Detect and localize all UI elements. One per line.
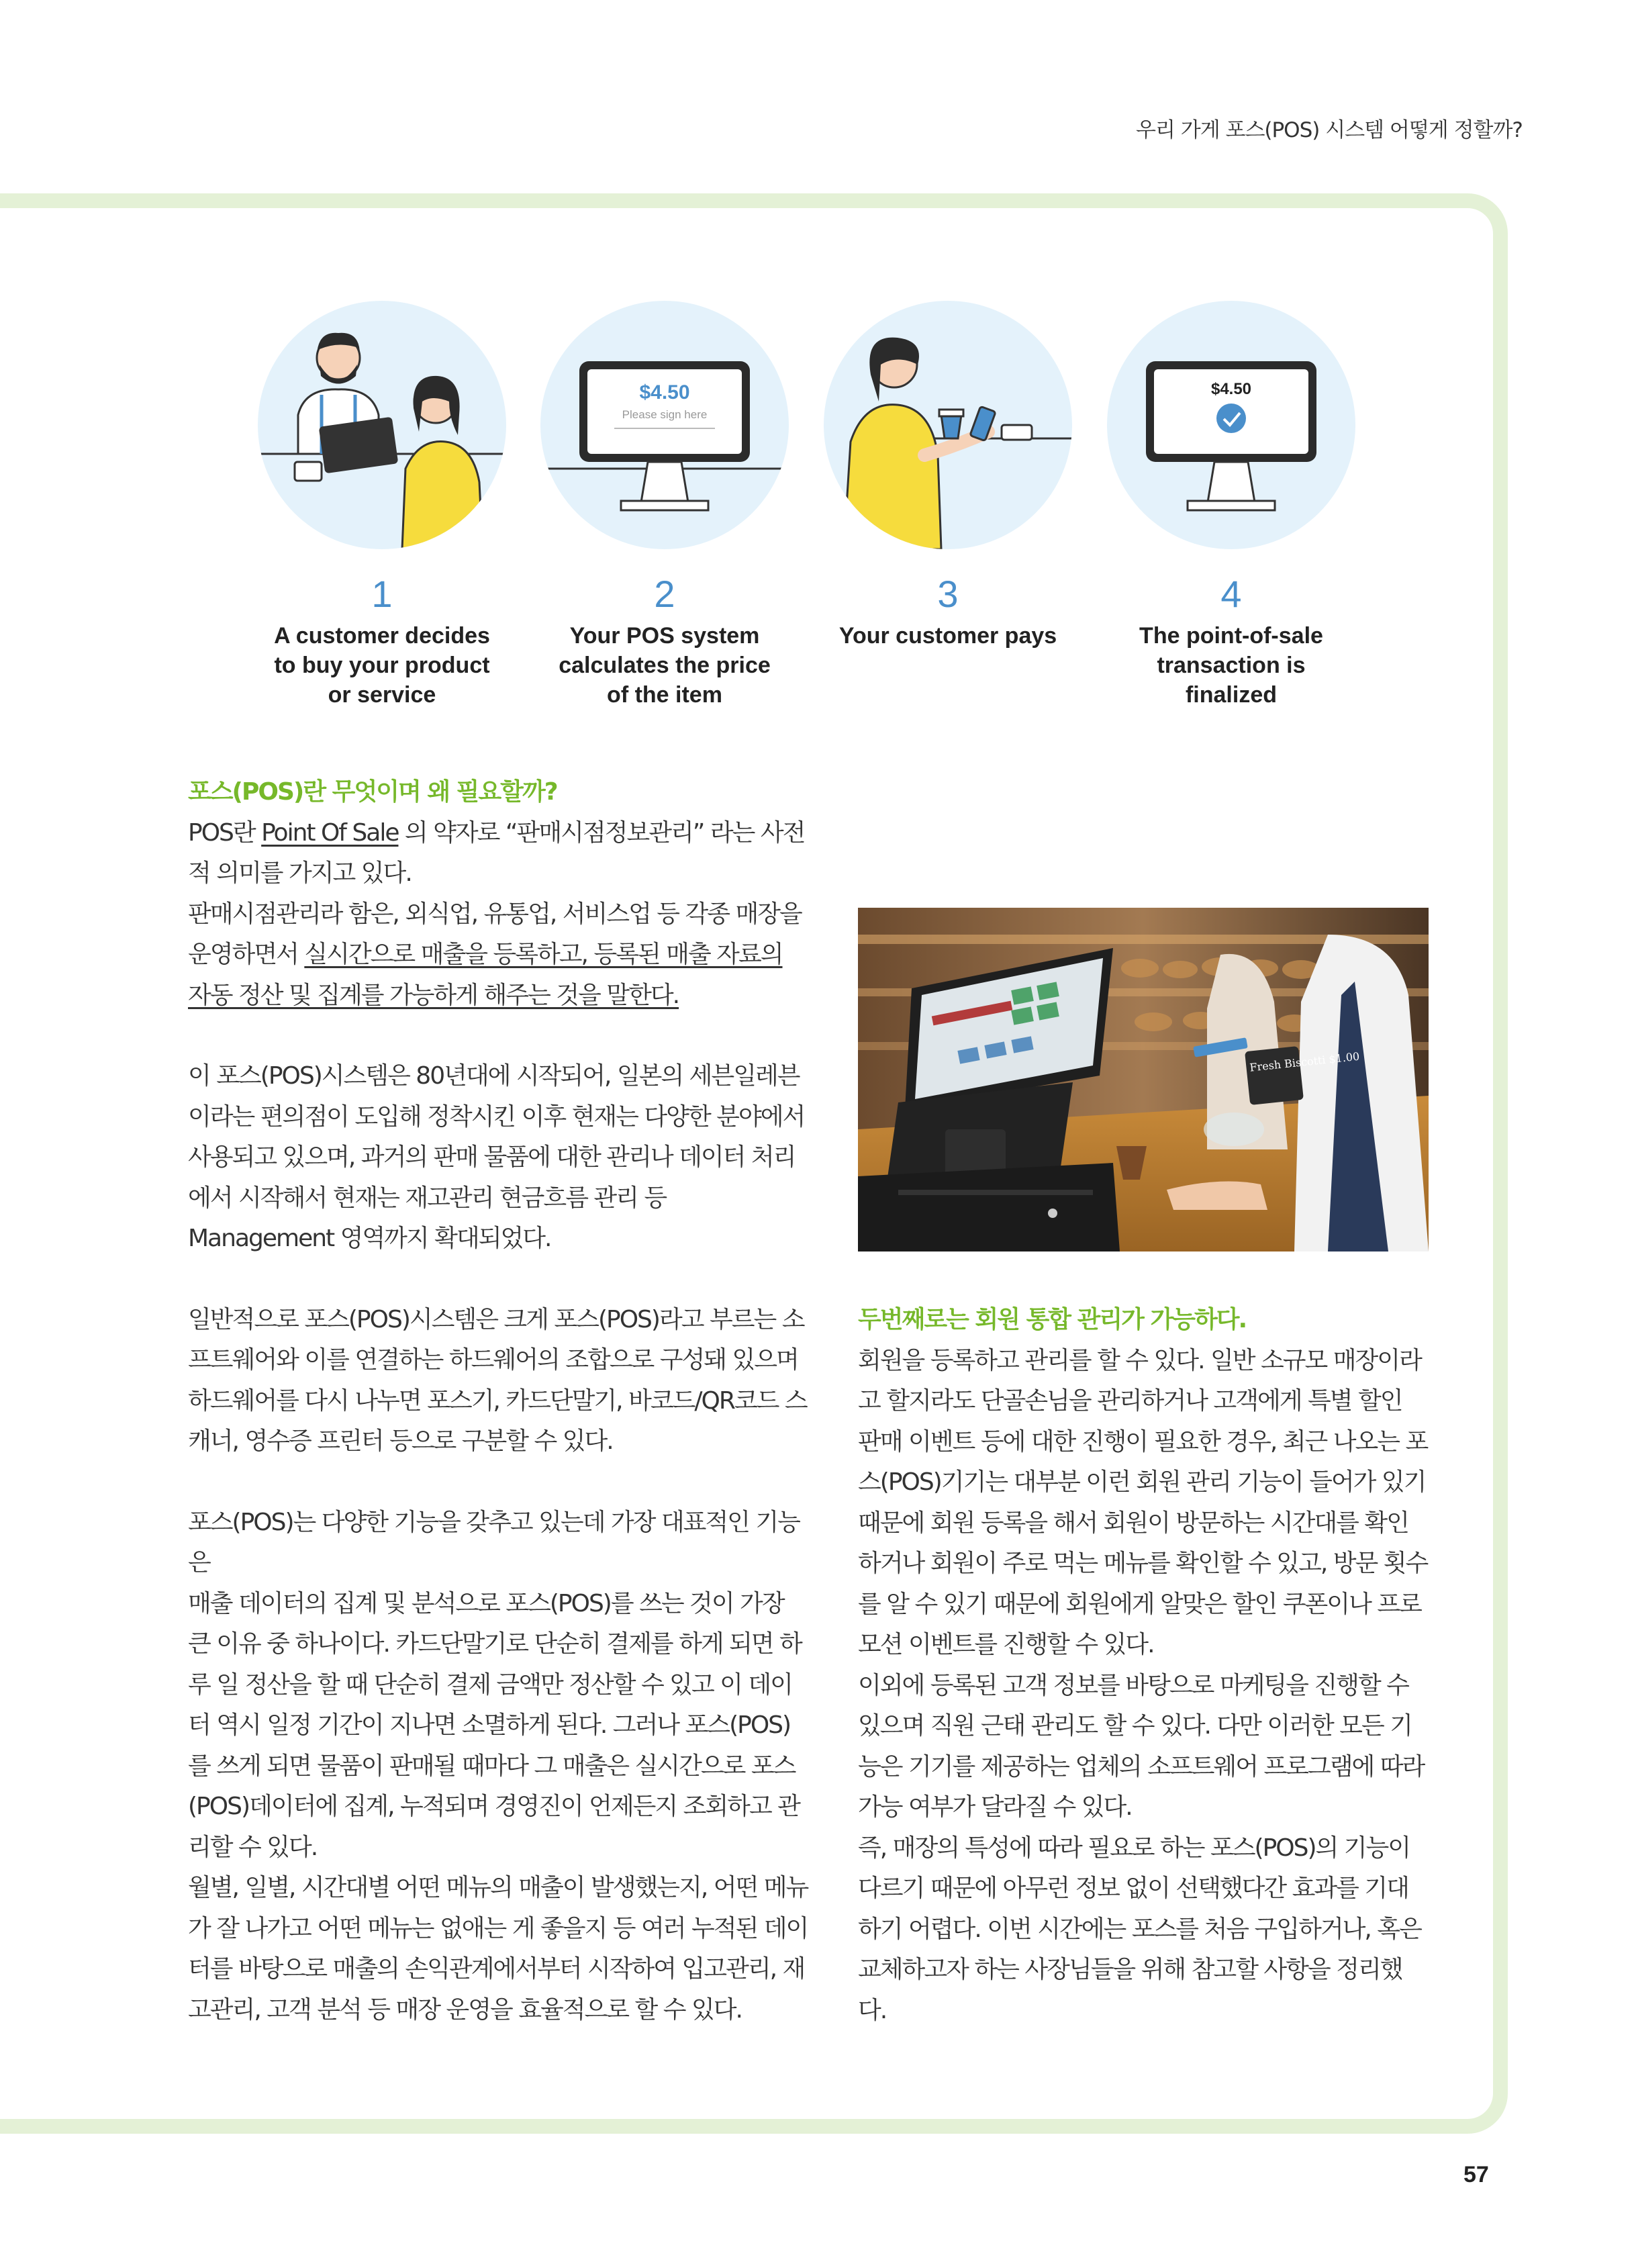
paragraph: 이 포스(POS)시스템은 80년대에 시작되어, 일본의 세븐일레븐이라는 편의점이 도입해 정착시킨 이후 현재는 다양한 분야에서 사용되고 있으며, 과거의 판매 물품에 대한 관리나 데이터 처리에서 시작해서 현재는 재고관리 현금흐름 관리 등 Management 영역까지 확대되었다.: [188, 1062, 805, 1252]
step-number: 4: [1220, 573, 1242, 615]
page-number: 57: [1463, 2162, 1489, 2187]
step-1: [234, 301, 530, 710]
screen-price: $4.50: [1210, 380, 1252, 398]
left-column: [188, 772, 809, 2030]
screen-price: $4.50: [639, 381, 690, 404]
step-caption: The point-of-sale transaction is finalized: [1139, 623, 1323, 708]
paragraph: 월별, 일별, 시간대별 어떤 메뉴의 매출이 발생했는지, 어떤 메뉴가 잘 나가고 어떤 메뉴는 없애는 게 좋을지 등 여러 누적된 데이터를 바탕으로 매출의 손익관계에서부터 시작하여 입고관리, 재고관리, 고객 분석 등 매장 운영을 효율적으로 할 수 있다.: [188, 1874, 808, 2024]
step-2-illustration: [540, 301, 789, 549]
step-3-illustration: [824, 301, 1072, 549]
paragraph: 매출 데이터의 집계 및 분석으로 포스(POS)를 쓰는 것이 가장 큰 이유 중 하나이다. 카드단말기로 단순히 결제를 하게 되면 하루 일 정산을 할 때 단순히 결제 금액만 정산할 수 있고 이 데이터 역시 일정 기간이 지나면 소멸하게 된다. 그러나 포스(POS)를 쓰게 되면 물품이 판매될 때마다 그 매출은 실시간으로 포스(POS)데이터에 집계, 누적되며 경영진이 언제든지 조회하고 관리할 수 있다.: [188, 1589, 802, 1861]
step-3: [800, 301, 1096, 651]
paragraph: 이외에 등록된 고객 정보를 바탕으로 마케팅을 진행할 수 있으며 직원 근태 관리도 할 수 있다. 다만 이러한 모든 기능은 기기를 제공하는 업체의 소프트웨어 프로그램에 따라 가능 여부가 달라질 수 있다.: [858, 1671, 1425, 1821]
section-heading: 두번째로는 회원 통합 관리가 가능하다.: [858, 1306, 1247, 1333]
running-header-title: 우리 가게 포스(POS) 시스템 어떻게 정할까?: [1136, 117, 1523, 142]
check-icon: [1216, 404, 1246, 433]
paragraph: 즉, 매장의 특성에 따라 필요로 하는 포스(POS)의 기능이 다르기 때문에 아무런 정보 없이 선택했다간 효과를 기대하기 어렵다. 이번 시간에는 포스를 처음 구입하거나, 혹은 교체하고자 하는 사장님들을 위해 참고할 사항을 정리했다.: [858, 1834, 1421, 2024]
step-caption: Your customer pays: [838, 623, 1057, 649]
section-heading: 포스(POS)란 무엇이며 왜 필요할까?: [188, 778, 557, 806]
step-4: [1084, 301, 1379, 710]
paragraph: 포스(POS)는 다양한 기능을 갖추고 있는데 가장 대표적인 기능은: [188, 1508, 800, 1576]
paragraph: POS란 Point Of Sale 의 약자로 “판매시점정보관리” 라는 사전적 의미를 가지고 있다.: [188, 818, 805, 887]
step-number: 2: [654, 573, 675, 615]
step-2: [517, 301, 812, 710]
step-4-illustration: [1107, 301, 1355, 549]
pos-terminal-photo: [858, 908, 1429, 1251]
paragraph: 회원을 등록하고 관리를 할 수 있다. 일반 소규모 매장이라고 할지라도 단골손님을 관리하거나 고객에게 특별 할인 판매 이벤트 등에 대한 진행이 필요한 경우, 최근 나오는 포스(POS)기기는 대부분 이런 회원 관리 기능이 들어가 있기 때문에 회원 등록을 해서 회원이 방문하는 시간대를 확인하거나 회원이 주로 먹는 메뉴를 확인할 수 있고, 방문 횟수를 알 수 있기 때문에 회원에게 알맞은 할인 쿠폰이나 프로모션 이벤트를 진행할 수 있다.: [858, 1346, 1428, 1658]
step-number: 1: [371, 573, 393, 615]
right-column: [858, 1300, 1429, 2031]
screen-hint: Please sign here: [622, 408, 708, 421]
step-caption: Your POS system calculates the price of the item: [559, 623, 771, 708]
step-1-illustration: [258, 301, 506, 549]
paragraph: 일반적으로 포스(POS)시스템은 크게 포스(POS)라고 부르는 소프트웨어와 이를 연결하는 하드웨어의 조합으로 구성돼 있으며 하드웨어를 다시 나누면 포스기, 카드단말기, 바코드/QR코드 스캐너, 영수증 프린터 등으로 구분할 수 있다.: [188, 1305, 807, 1455]
step-caption: A customer decides to buy your product or service: [274, 623, 490, 708]
paragraph: 판매시점관리라 함은, 외식업, 유통업, 서비스업 등 각종 매장을 운영하면서 실시간으로 매출을 등록하고, 등록된 매출 자료의 자동 정산 및 집계를 가능하게 해주는 것을 말한다.: [188, 900, 802, 1009]
running-header: [1122, 111, 1523, 144]
chalk-sign-text: Fresh Biscotti $1.00: [1249, 1049, 1361, 1074]
step-number: 3: [937, 573, 959, 615]
